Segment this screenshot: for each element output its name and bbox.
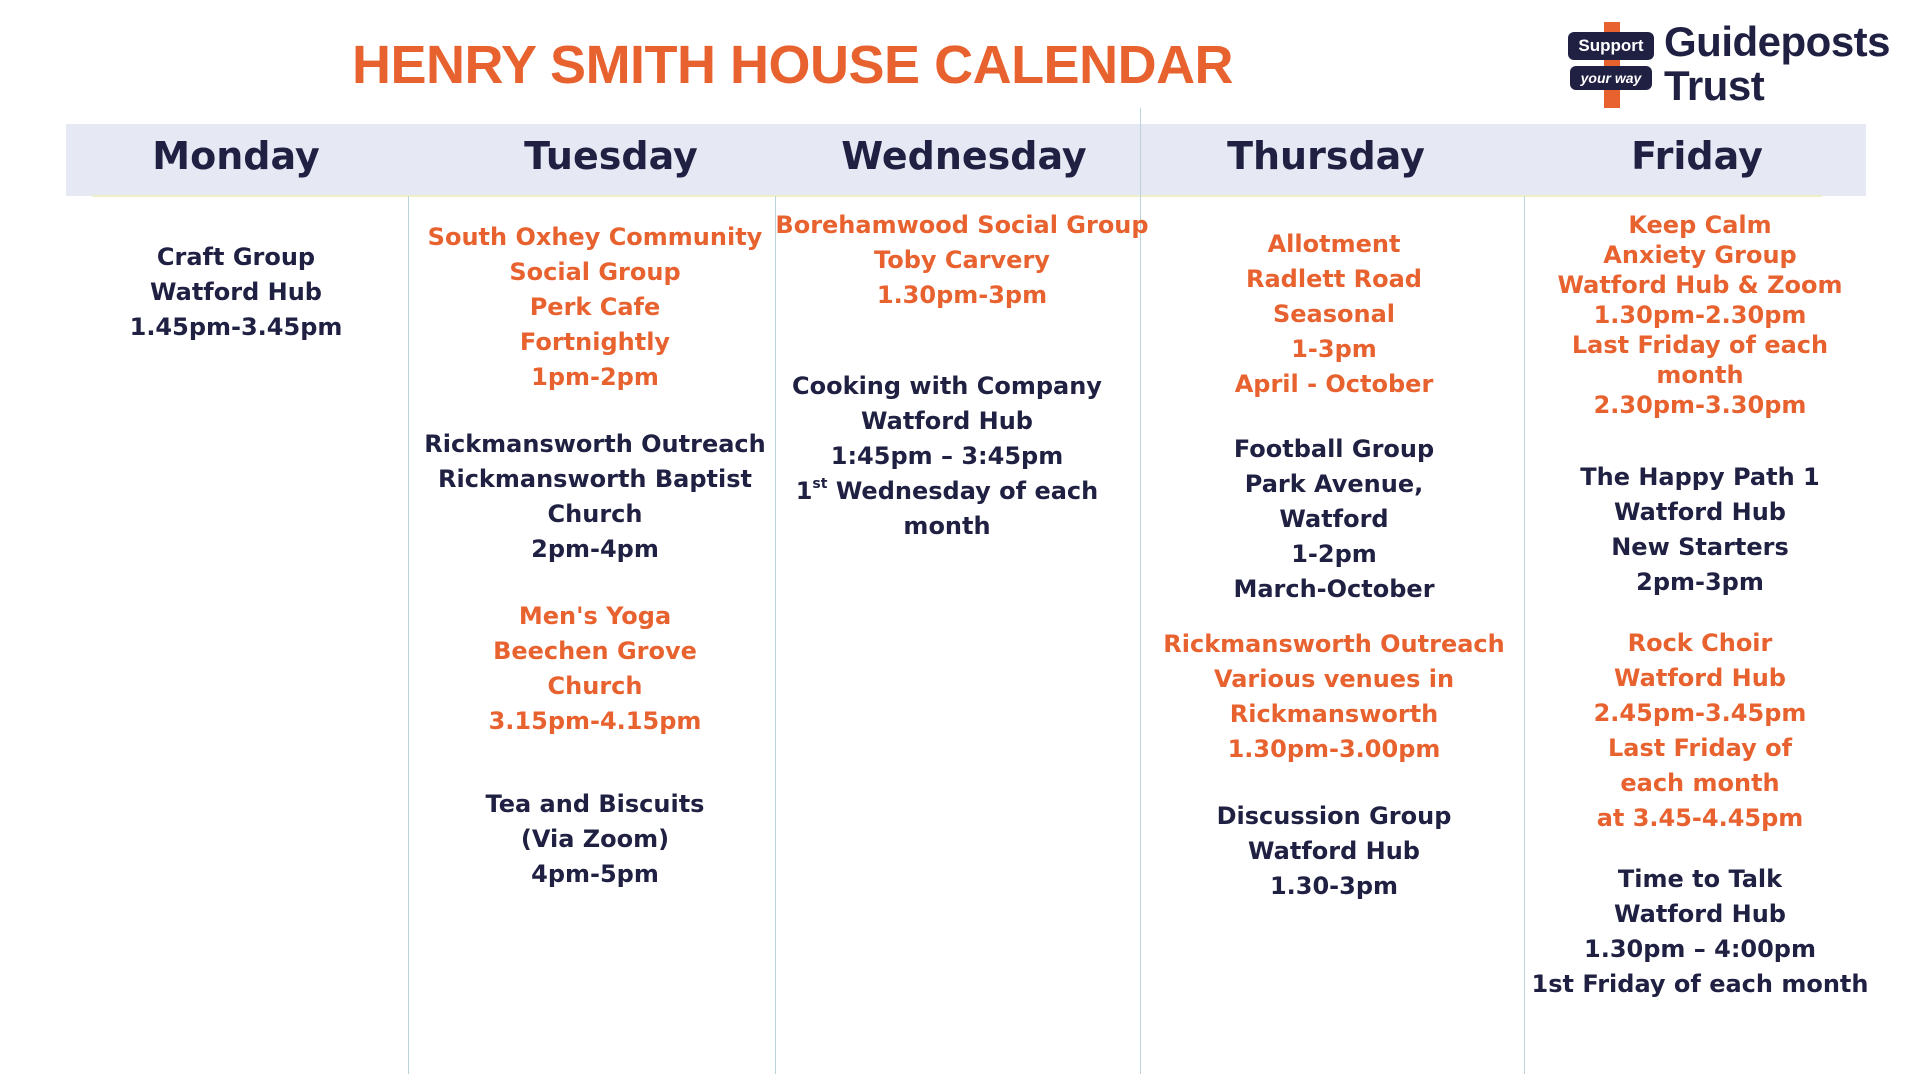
event-line: 1pm-2pm [531,363,659,391]
event-line: at 3.45-4.45pm [1596,804,1804,832]
logo-brand-line1: Guideposts [1664,18,1891,65]
event-line: Rickmansworth Outreach [1163,630,1505,658]
event-block [1532,626,1869,836]
event-line: 2pm-3pm [1636,568,1764,596]
event-line: 1.30-3pm [1269,872,1399,900]
event-line: 1.30pm-3.00pm [1227,735,1441,763]
event-line: Men's Yoga [518,602,672,630]
event-line: Various venues in [1213,665,1455,693]
event-line: Allotment [1267,230,1401,258]
logo-badge-top: Support [1568,32,1654,60]
column-divider [408,196,409,1074]
event-line: Watford Hub [150,278,322,306]
event-block [424,220,765,395]
event-line: 2pm-4pm [531,535,659,563]
day-heading-tuesday: Tuesday [524,134,698,178]
event-line: Rickmansworth [1229,700,1439,728]
event-line: Cooking with Company [792,372,1102,400]
event-block [775,208,1148,313]
event-line: 1.45pm-3.45pm [129,313,343,341]
monday-column [130,240,343,345]
event-line: 2.45pm-3.45pm [1593,699,1807,727]
event-line: 1-3pm [1291,335,1377,363]
event-line: Radlett Road [1245,265,1422,293]
event-line: Rickmansworth Baptist [437,465,752,493]
event-block [1163,799,1504,904]
event-block [745,369,1148,544]
tuesday-column [424,220,765,892]
event-line: Football Group [1233,435,1435,463]
event-line-ordinal [745,474,1148,509]
event-line: Fortnightly [519,328,671,356]
event-block [1532,210,1869,420]
event-line: Craft Group [156,243,316,271]
event-line: each month [1620,769,1780,797]
thursday-column [1163,227,1504,904]
event-line: Beechen Grove [493,637,697,665]
event-line: Church [547,672,643,700]
event-line: 1.30pm – 4:00pm [1584,935,1816,963]
column-divider [1524,196,1525,1074]
day-heading-wednesday: Wednesday [841,134,1087,178]
wednesday-column [775,208,1148,544]
day-heading-monday: Monday [152,134,320,178]
event-line: 3.15pm-4.15pm [488,707,702,735]
day-heading-thursday: Thursday [1227,134,1425,178]
event-block [1163,432,1504,607]
event-line: Social Group [509,258,681,286]
event-line: Church [547,500,643,528]
event-block [424,427,765,567]
event-line: Tea and Biscuits [485,790,705,818]
event-line: South Oxhey Community [427,223,763,251]
event-block [1163,627,1504,767]
event-line: Watford Hub [1614,664,1786,692]
event-block [1532,460,1869,600]
guideposts-trust-logo [1568,20,1908,112]
event-line: 1-2pm [1291,540,1377,568]
event-line: month [1656,361,1744,389]
event-line: April - October [1234,370,1434,398]
event-block [424,599,765,739]
page-title: HENRY SMITH HOUSE CALENDAR [352,35,1234,95]
event-block [424,787,765,892]
ordinal-number: 1 [795,477,813,505]
logo-badge-bottom: your way [1570,66,1652,90]
ordinal-rest: Wednesday of each [827,477,1099,505]
event-line: (Via Zoom) [520,825,670,853]
event-line: Borehamwood Social Group [775,211,1149,239]
event-line: 1.30pm-2.30pm [1593,301,1807,329]
event-line: Discussion Group [1216,802,1452,830]
event-line: Watford Hub [1248,837,1420,865]
event-line: Perk Cafe [529,293,661,321]
event-line: The Happy Path 1 [1580,463,1820,491]
event-line: New Starters [1611,533,1789,561]
event-block [1163,227,1504,402]
event-line: Time to Talk [1617,865,1783,893]
event-line: Toby Carvery [874,246,1050,274]
event-line: Last Friday of each [1571,331,1829,359]
event-block [1532,862,1869,1002]
event-line: Park Avenue, [1244,470,1424,498]
event-line: Watford [1279,505,1389,533]
event-line: Watford Hub [1614,900,1786,928]
event-line: Last Friday of [1607,734,1793,762]
event-line: month [903,512,991,540]
event-line: 1:45pm – 3:45pm [830,442,1064,470]
day-heading-friday: Friday [1631,134,1763,178]
event-line: 4pm-5pm [531,860,659,888]
event-line: 1st Friday of each month [1531,970,1869,998]
logo-brand-line2: Trust [1664,62,1765,109]
event-line: Anxiety Group [1603,241,1797,269]
event-line: 1.30pm-3pm [876,281,1048,309]
ordinal-suffix: st [812,476,828,492]
event-line: Rickmansworth Outreach [424,430,766,458]
event-line: Seasonal [1272,300,1396,328]
friday-column [1532,210,1869,1002]
event-line: Watford Hub & Zoom [1557,271,1843,299]
event-line: Rock Choir [1627,629,1773,657]
event-line: Watford Hub [861,407,1033,435]
event-line: Keep Calm [1628,211,1772,239]
event-block [130,240,343,345]
event-line: Watford Hub [1614,498,1786,526]
event-line: March-October [1233,575,1435,603]
day-header-underline [92,195,1822,197]
event-line: 2.30pm-3.30pm [1593,391,1807,419]
logo-brand-text [1664,20,1890,108]
